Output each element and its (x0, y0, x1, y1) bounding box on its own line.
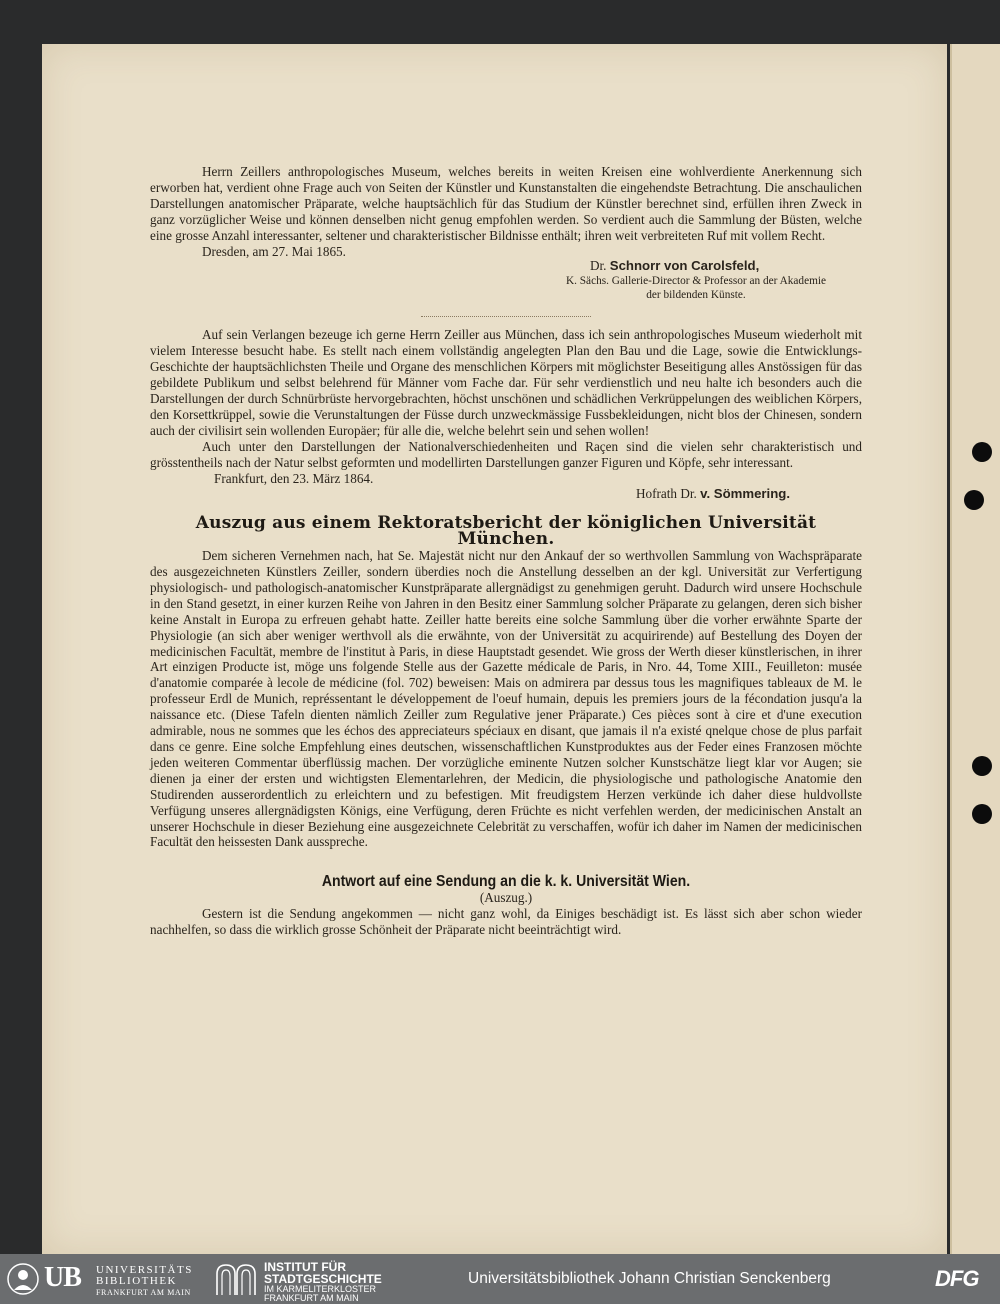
section-heading: Auszug aus einem Rektoratsbericht der königlichen Universität München. (195, 513, 817, 550)
section-subheading: (Auszug.) (479, 890, 533, 906)
reply-vienna (150, 874, 862, 938)
isg-arches-icon (214, 1262, 258, 1296)
signature-name: v. Sömmering. (700, 486, 790, 502)
punch-hole-icon (972, 804, 992, 824)
footer-bar (0, 1254, 1000, 1304)
ub-logo-line: UNIVERSITÄTS (96, 1264, 193, 1276)
signature-block (150, 486, 862, 502)
isg-logo-line: INSTITUT FÜR (264, 1260, 346, 1274)
punch-hole-icon (972, 756, 992, 776)
letter-soemmering (150, 327, 862, 502)
letter-paragraph: Auch unter den Darstellungen der Nationalverschiedenheiten und Raçen sind die vielen sehr charakteristisch und grösstentheils nach der Natur selbst geformten und modellirten Darstellungen ganzer Figuren und Köpfe, sehr interessant. (150, 438, 862, 470)
place-date: Frankfurt, den 23. März 1864. (214, 470, 374, 486)
adjacent-page-edge (950, 44, 1000, 1254)
signature-prefix: Hofrath Dr. (636, 486, 697, 502)
section-heading: Antwort auf eine Sendung an die k. k. Universität Wien. (321, 873, 691, 891)
letter-paragraph: Auf sein Verlangen bezeuge ich gerne Herrn Zeiller aus München, dass ich sein anthropologisches Museum wiederholt mit vielem Interesse besucht habe. Es stellt nach einem vollständig angelegten Plan den Bau und die Lage, sowie die Entwicklungs-Geschichte der hauptsächlichsten Theile und Organe des menschlichen Körpers mit möglichster Beseitigung alles Anstössigen für das gebildete Publikum und selbst belehrend für Männer vom Fache dar. Für sehr verdienstlich und neu halte ich besonders auch die Darstellungen der durch Schnürbrüste hervorgebrachten, höchst unschönen und schädlichen Verkrüppelungen des weiblichen Körpers, den Korsettkrüppel, sowie die Verunstaltungen der Füsse durch unzweckmässige Fussbekleidungen, nicht blos der Chinesen, sondern auch der civilisirt sein wollenden Europäer; für alle die, welche belehrt sein und sehen wollen! (150, 327, 862, 438)
ub-logo-line: BIBLIOTHEK (96, 1275, 177, 1287)
dfg-logo: DFG (935, 1266, 979, 1291)
signature-title: K. Sächs. Gallerie-Director & Professor an der Akademie (565, 275, 827, 288)
signature-block (565, 258, 862, 302)
section-body: Dem sicheren Vernehmen nach, hat Se. Majestät nicht nur den Ankauf der so werthvollen Sammlung von Wachspräparate des ausgezeichneten Künstlers Zeiller, sondern überdies noch die Anstellung desselben an der kgl. Universität zur Verfertigung physiologisch- und pathologisch-anatomischer Kunstpräparate allergnädigst zu genehmigen geruht. Dadurch wird unsere Hochschule in den Stand gesetzt, in einer kurzen Reihe von Jahren in den Besitz einer Sammlung solcher Präparate zu gelangen, deren sich bisher keine Anstalt in Europa zu erfreuen gehabt hatte. Zeiller hatte bereits eine solche Sammlung über die vorher erwähnte Sparte der Physiologie (an sich aber weniger werthvoll als die erwähnte, von der Universität zu acquirirende) auf Bestellung des Doyen der medicinischen Facultät, membre de l'institut à Paris, in diese Hauptstadt gesendet. Wie gross der Werth dieser künstlerischen, in ihrer Art einzigen Producte ist, möge uns folgende Stelle aus der Gazette médicale de Paris, in Nro. 44, Tome XIII., Feuilleton: musée d'anatomie comparée à lecole de médicine (fol. 702) beweisen: Mais on admirera par dessus tous les magnifiques tableaux de M. le professeur Erdl de Munich, représsentant le développement de l'oeuf humain, depuis les premiers jours de la fécondation jusqu'a la naissance etc. (Diese Tafeln dienten nämlich Zeiller zum Regulative jener Präparate.) Ces pièces sont à cire et d'une execution admirable, nous ne sommes que les échos des appreciateurs spéciaux en disant, que jamais il n'a existé qnelque chose de plus parfait dans ce genre. Eine solche Empfehlung eines deutschen, wissenschaftlichen Kunstproduktes aus der Feder eines Franzosen möchte jeden weiteren Commentar überflüssig machen. Der vorzügliche eminente Nutzen solcher Kunstschätze liegt klar vor Augen; sie dienen ja einer der ersten und wichtigsten Elementarlehren, der Medicin, die physiologische und pathologische Anatomie den Studirenden ausserordentlich zu erleichtern und zu befestigen. Mit freudigstem Herzen verkünde ich daher diese huldvollste Verfügung unseres allergnädigsten Königs, eine Verfügung, deren Früchte es nicht verfehlen werden, der medicinischen Anstalt an unserer Hochschule in dieser Beziehung eine ausgezeichnete Celebrität zu verschaffen, wofür ich daher im Namen der medicinischen Facultät den heissesten Dank ausspreche. (150, 548, 862, 850)
isg-logo-text (264, 1261, 382, 1303)
punch-hole-icon (972, 442, 992, 462)
punch-hole-icon (964, 490, 984, 510)
isg-logo-line: STADTGESCHICHTE (264, 1272, 382, 1286)
library-title: Universitätsbibliothek Johann Christian Senckenberg (468, 1270, 831, 1287)
ub-logo-text (96, 1265, 193, 1298)
section-divider (421, 316, 591, 317)
excerpt-munich (150, 513, 862, 850)
signature-prefix: Dr. (590, 258, 607, 274)
isg-logo-line: FRANKFURT AM MAIN (264, 1293, 359, 1303)
ub-logo-line: FRANKFURT AM MAIN (96, 1288, 191, 1297)
signature-title: der bildenden Künste. (646, 289, 746, 302)
ub-seal-icon (4, 1262, 42, 1296)
letter-paragraph: Herrn Zeillers anthropologisches Museum, welches bereits in weiten Kreisen eine wohlverdiente Anerkennung sich erworben hat, verdient ohne Frage auch von Seiten der Künstler und Kunstanstalten die eingehendste Betrachtung. Die anschaulichen Darstellungen anatomischer Präparate, welche hauptsächlich für das Studium der Künstler berechnet sind, erfüllen ihren Zweck in ganz vorzüglicher Weise und können denselben nicht genug empfohlen werden. So verdient auch die Sammlung der Büsten, welche eine grosse Anzahl interessanter, seltener und charakteristischer Bildnisse enthält; ihren weit verbreiteten Ruf mit vollem Recht. (150, 164, 862, 243)
isg-logo-line: IM KARMELITERKLOSTER (264, 1284, 377, 1294)
place-date: Dresden, am 27. Mai 1865. (202, 243, 346, 259)
signature-name: Schnorr von Carolsfeld, (609, 258, 760, 274)
section-body: Gestern ist die Sendung angekommen — nicht ganz wohl, da Einiges beschädigt ist. Es lässt sich aber schon wieder nachhelfen, so dass die wirklich grosse Schönheit der Präparate nicht beeinträchtigt wird. (150, 906, 862, 938)
page-text (150, 164, 862, 938)
ub-logo-letters: UB (44, 1262, 81, 1293)
letter-carolsfeld (150, 164, 862, 302)
